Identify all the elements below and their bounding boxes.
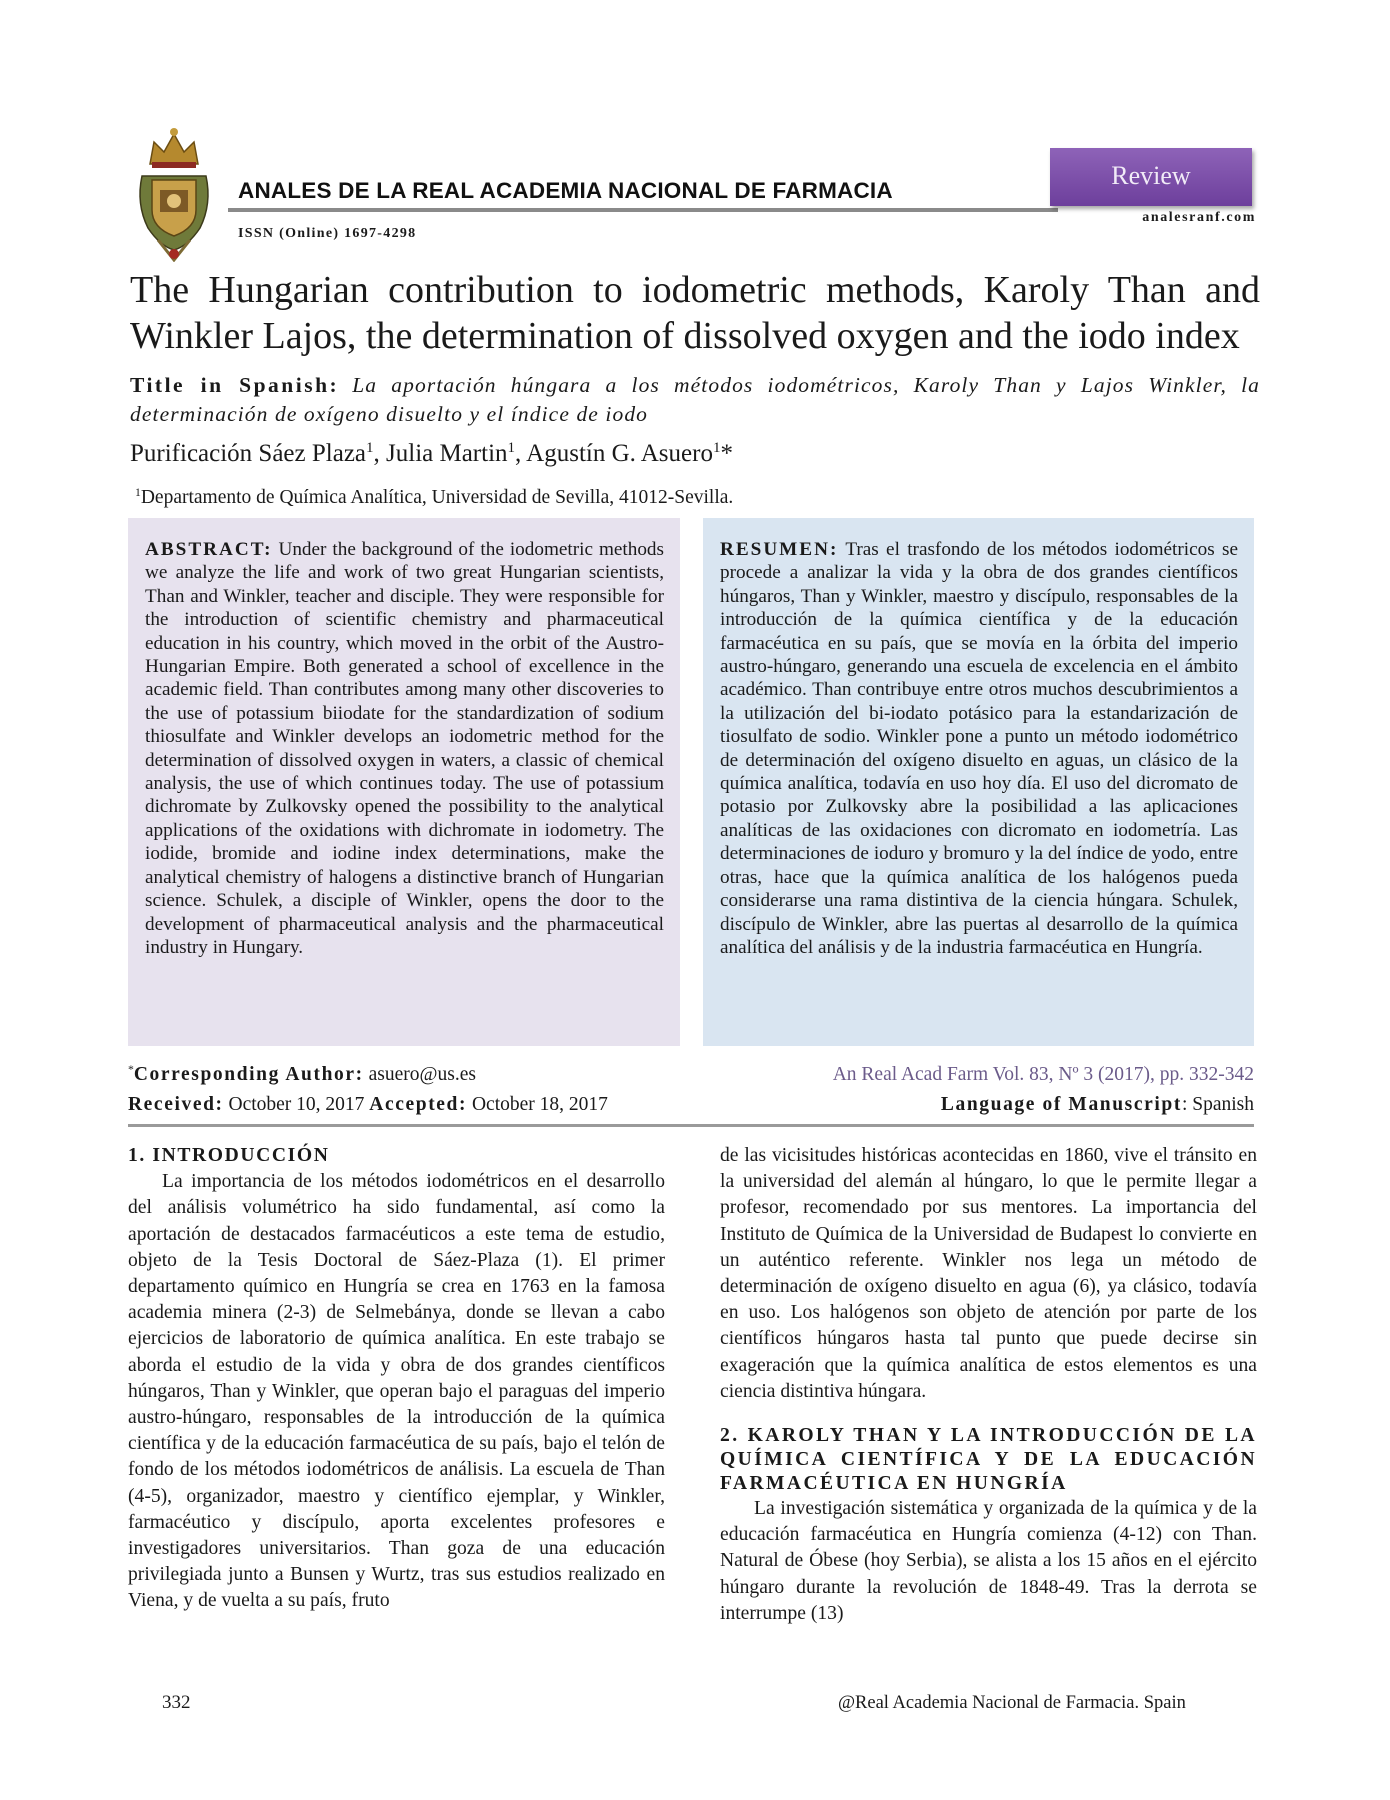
corresponding-email[interactable]: asuero@us.es	[363, 1064, 476, 1085]
citation: An Real Acad Farm Vol. 83, Nº 3 (2017), pp. 332-342	[832, 1064, 1254, 1085]
author-name: Purificación Sáez Plaza	[130, 440, 367, 467]
paragraph: La importancia de los métodos iodométricos en el desarrollo del análisis volumétrico ha sido fundamental, así como la aportación de destacados farmacéuticos a este tema de estudio, objeto de la Tesis Doctoral de Sáez-Plaza (1). El primer departamento químico en Hungría se crea en 1763 en la famosa academia minera (2-3) de Selmebánya, donde se llevan a cabo ejercicios de laboratorio de química analítica. En este trabajo se aborda el estudio de la vida y obra de dos grandes científicos húngaros, Than y Winkler, que operan bajo el paraguas del imperio austro-húngaro, responsables de la introducción de la química científica y de la educación farmacéutica de su país, bajo el telón de fondo de los métodos iodométricos de análisis. La escuela de Than (4-5), organizador, maestro y científico ejemplar, y Winkler, farmacéutico y discípulo, aporta excelentes profesores e investigadores universitarios. Than goza de una educación privilegiada junto a Bunsen y Wurtz, tras sus estudios realizado en Viena, y de vuelta a su país, fruto	[128, 1171, 665, 1612]
abstract-english	[128, 518, 680, 1046]
author-separator: ,	[515, 440, 527, 467]
dates	[128, 1090, 608, 1120]
body-column-left	[128, 1143, 665, 1615]
journal-name: ANALES DE LA REAL ACADEMIA NACIONAL DE FARMACIA	[238, 178, 893, 203]
resumen-label: RESUMEN:	[720, 539, 839, 560]
article-type-badge: Review	[1050, 148, 1252, 206]
author-affiliation-mark: 1	[366, 440, 374, 456]
crown-icon	[150, 128, 198, 168]
section-heading-karoly-than: 2. KAROLY THAN Y LA INTRODUCCIÓN DE LA QUÍMICA CIENTÍFICA Y DE LA EDUCACIÓN FARMACÉUTICA EN HUNGRÍA	[720, 1425, 1257, 1495]
author-list	[130, 440, 733, 468]
footer-copyright: @Real Academia Nacional de Farmacia. Spain	[838, 1693, 1186, 1713]
corresponding-label: Corresponding Author:	[133, 1064, 364, 1085]
paragraph: de las vicisitudes históricas acontecidas en 1860, vive el tránsito en la universidad del alemán al húngaro, lo que le permite llegar a profesor, recomendado por sus mentores. La importancia del Instituto de Química de la Universidad de Budapest lo convierte en un auténtico referente. Winkler nos lega un método de determinación de oxígeno disuelto en agua (6), ya clásico, todavía en uso. Los halógenos son objeto de atención por parte de los científicos húngaros hasta tal punto que puede decirse sin exageración que la química analítica de estos elementos es una ciencia distintiva húngara.	[720, 1145, 1257, 1402]
paragraph: La investigación sistemática y organizada de la química y de la educación farmacéutica en Hungría comienza (4-12) con Than. Natural de Óbese (hoy Serbia), se alista a los 15 años en el ejército húngaro durante la revolución de 1848-49. Tras la derrota se interrumpe (13)	[720, 1498, 1257, 1624]
affiliation-text: Departamento de Química Analítica, Universidad de Sevilla, 41012-Sevilla.	[140, 487, 734, 508]
accepted-date: October 18, 2017	[467, 1094, 608, 1115]
corresponding-author	[128, 1060, 476, 1090]
journal-website[interactable]: analesranf.com	[1142, 210, 1256, 225]
language-label: Language of Manuscript	[940, 1094, 1182, 1115]
spanish-title	[130, 371, 1260, 429]
manuscript-language	[941, 1090, 1254, 1120]
spanish-title-label: Title in Spanish:	[130, 373, 340, 397]
affiliation-mark: 1	[135, 485, 141, 499]
article-meta	[128, 1060, 1254, 1120]
corresponding-mark: *	[128, 1062, 134, 1076]
article-title: The Hungarian contribution to iodometric methods, Karoly Than and Winkler Lajos, the determination of dissolved oxygen and the iodo index	[130, 269, 1260, 357]
affiliation	[135, 487, 733, 509]
body-column-right	[720, 1143, 1257, 1627]
abstract-spanish	[703, 518, 1254, 1046]
section-heading-introduccion: 1. INTRODUCCIÓN	[128, 1145, 330, 1166]
page-number: 332	[162, 1692, 191, 1713]
header-rule	[228, 208, 1058, 212]
resumen-text: Tras el trasfondo de los métodos iodométricos se procede a analizar la vida y la obra de dos grandes científicos húngaros, Than y Winkler, maestro y discípulo, responsables de la introducción de la química científica y de la educación farmacéutica en su país, que se movía en la órbita del imperio austro-húngaro, generando una escuela de excelencia en el ámbito académico. Than contribuye entre otros muchos descubrimientos a la utilización del bi-iodato potásico para la estandarización de tiosulfato de sodio. Winkler pone a punto un método iodométrico de determinación del oxígeno disuelto en aguas, un clásico de la química analítica, todavía en uso hoy día. El uso del dicromato de potasio por Zulkovsky abre la posibilidad a las aplicaciones analíticas de las oxidaciones con dicromato en iodometría. Las determinaciones de ioduro y bromuro y la del índice de yodo, entre otras, hace que la química analítica de los halógenos pueda considerarse una rama distintiva de la ciencia húngara. Schulek, discípulo de Winkler, abre las puertas al desarrollo de la química analítica del análisis y de la industria farmacéutica en Hungría.	[720, 539, 1238, 958]
accepted-label: Accepted:	[369, 1094, 468, 1115]
author-name: Agustín G. Asuero	[526, 440, 713, 467]
author-affiliation-mark: 1	[712, 440, 721, 456]
section-rule	[128, 1124, 1254, 1127]
issn: ISSN (Online) 1697-4298	[238, 226, 417, 241]
spanish-title-text: La aportación húngara a los métodos iodométricos, Karoly Than y Lajos Winkler, la determinación de oxígeno disuelto y el índice de iodo	[130, 373, 1260, 426]
author-separator: ,	[373, 440, 387, 467]
author-affiliation-mark: 1	[507, 440, 516, 456]
abstract-text: Under the background of the iodometric methods we analyze the life and work of two great Hungarian scientists, Than and Winkler, teacher and disciple. They were responsible for the introduction of scientific chemistry and pharmaceutical education in his country, which moved in the orbit of the Austro-Hungarian Empire. Both generated a school of excellence in the academic field. Than contributes among many other discoveries to the use of potassium biiodate for the standardization of sodium thiosulfate and Winkler develops an iodometric method for the determination of dissolved oxygen in waters, a classic of chemical analysis, the use of which continues today. The use of potassium dichromate by Zulkovsky opened the possibility to the analytical applications of the oxidations with dichromate in iodometry. The iodide, bromide and iodine index determinations, make the analytical chemistry of halogens a distinctive branch of Hungarian science. Schulek, a disciple of Winkler, opens the door to the development of pharmaceutical analysis and the pharmaceutical industry in Hungary.	[145, 539, 664, 958]
received-date: October 10, 2017	[223, 1094, 370, 1115]
received-label: Received:	[128, 1094, 224, 1115]
abstract-label: ABSTRACT:	[145, 539, 273, 560]
author-name: Julia Martin	[386, 440, 508, 467]
language-value: : Spanish	[1181, 1094, 1254, 1115]
academy-crest-logo	[128, 124, 220, 262]
corresponding-mark: *	[720, 440, 733, 467]
